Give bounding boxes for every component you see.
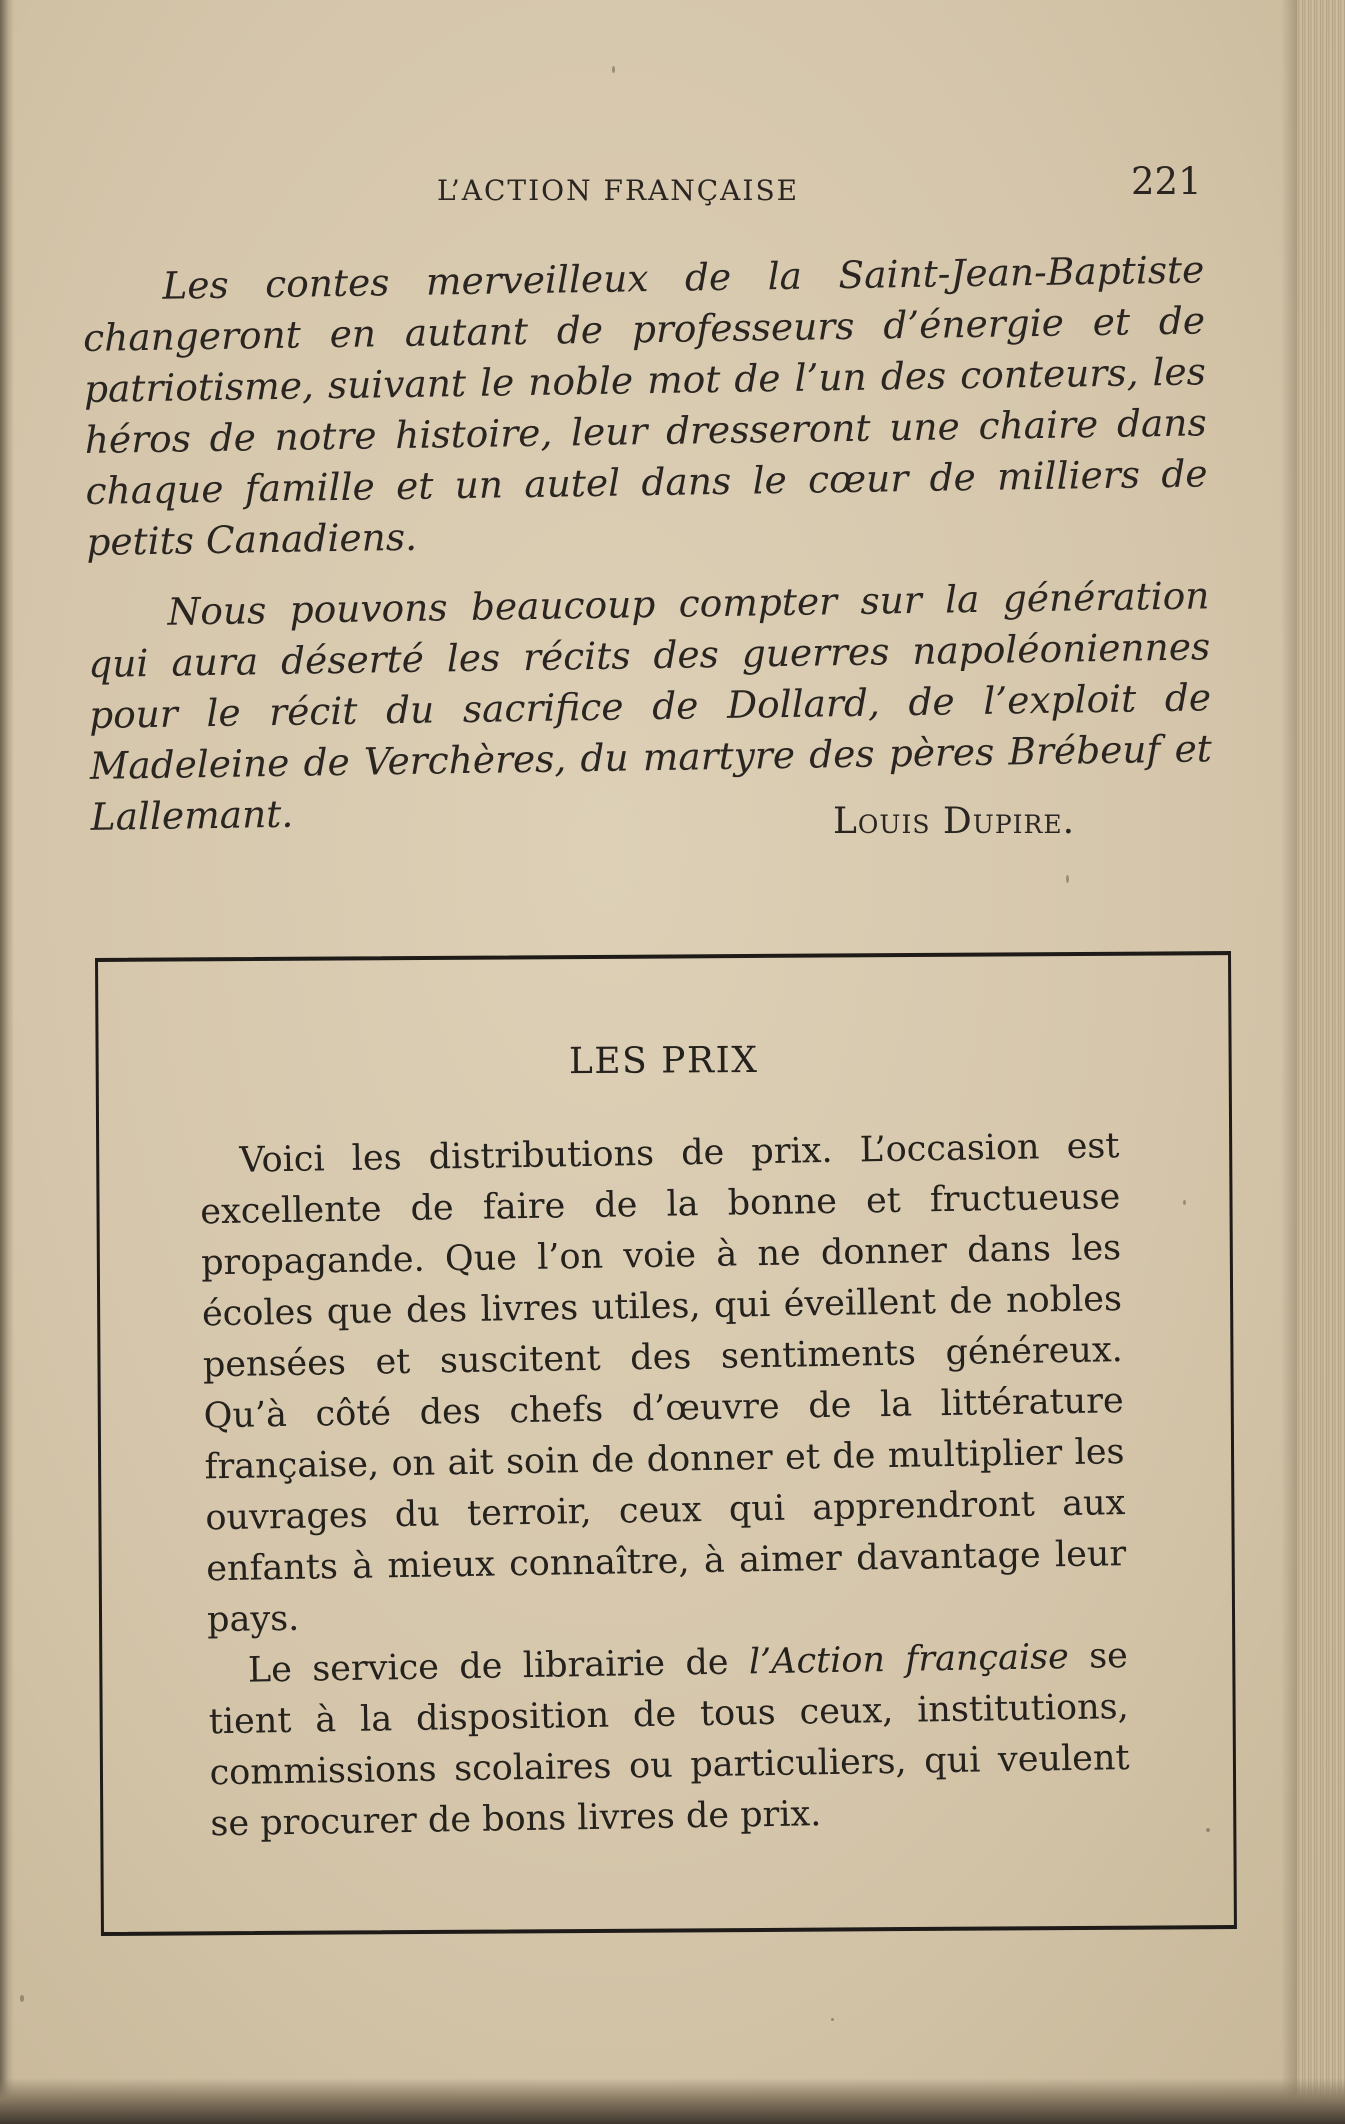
notice-paragraph bbox=[208, 1631, 1131, 1850]
running-title: L’ACTION FRANÇAISE bbox=[437, 174, 800, 207]
notice-text: se tient à la disposition de tous ceux, institutions, commissions scolaires ou particuliers, qui veulent se procurer de bons livres de prix. bbox=[208, 1636, 1130, 1845]
stacked-page-edges bbox=[1297, 0, 1345, 2124]
paper-speck bbox=[1183, 1200, 1186, 1205]
article-paragraph: Les contes merveilleux de la Saint-Jean-Baptiste changeront en autant de professeurs d’énergie et de patriotisme, suivant le noble mot de l’un des conteurs, les héros de notre histoire, leur dresseront une chaire dans chaque famille et un autel dans le cœur de milliers de petits Canadiens. bbox=[82, 247, 1208, 564]
paper-speck bbox=[20, 1995, 24, 2002]
notice-body bbox=[199, 1121, 1131, 1850]
page-bottom-shadow bbox=[0, 2078, 1345, 2124]
page-binding-shadow bbox=[0, 0, 14, 2124]
notice-paragraph: Voici les distributions de prix. L’occasion est excellente de faire de la bonne et fructueuse propagande. Que l’on voie à ne donner dans les écoles que des livres utiles, qui éveillent de nobles pensées et suscitent des sentiments généreux. Qu’à côté des chefs d’œuvre de la littérature française, on ait soin de donner et de multiplier les ouvrages du terroir, ceux qui apprendront aux enfants à mieux connaître, à aimer davantage leur pays. bbox=[200, 1126, 1127, 1641]
notice-title: LES PRIX bbox=[568, 1039, 759, 1083]
article-paragraph: Nous pouvons beaucoup compter sur la génération qui aura déserté les récits des guerres napoléoniennes pour le récit du sacrifice de Dollard, de l’exploit de Madeleine de Verchères, du martyre des pères Brébeuf et Lallemant. bbox=[87, 573, 1213, 839]
prizes-notice-box bbox=[95, 951, 1237, 1936]
publication-title: l’Action française bbox=[748, 1637, 1070, 1683]
paper-speck bbox=[1206, 1828, 1210, 1832]
page-number: 221 bbox=[1131, 160, 1202, 203]
paper-speck bbox=[1066, 875, 1069, 883]
author-signature: Louis Dupire. bbox=[833, 801, 1076, 842]
article-text bbox=[82, 244, 1213, 863]
paper-speck bbox=[612, 66, 615, 73]
notice-text: Le service de librairie de bbox=[247, 1642, 750, 1691]
paper-speck bbox=[831, 2018, 834, 2021]
